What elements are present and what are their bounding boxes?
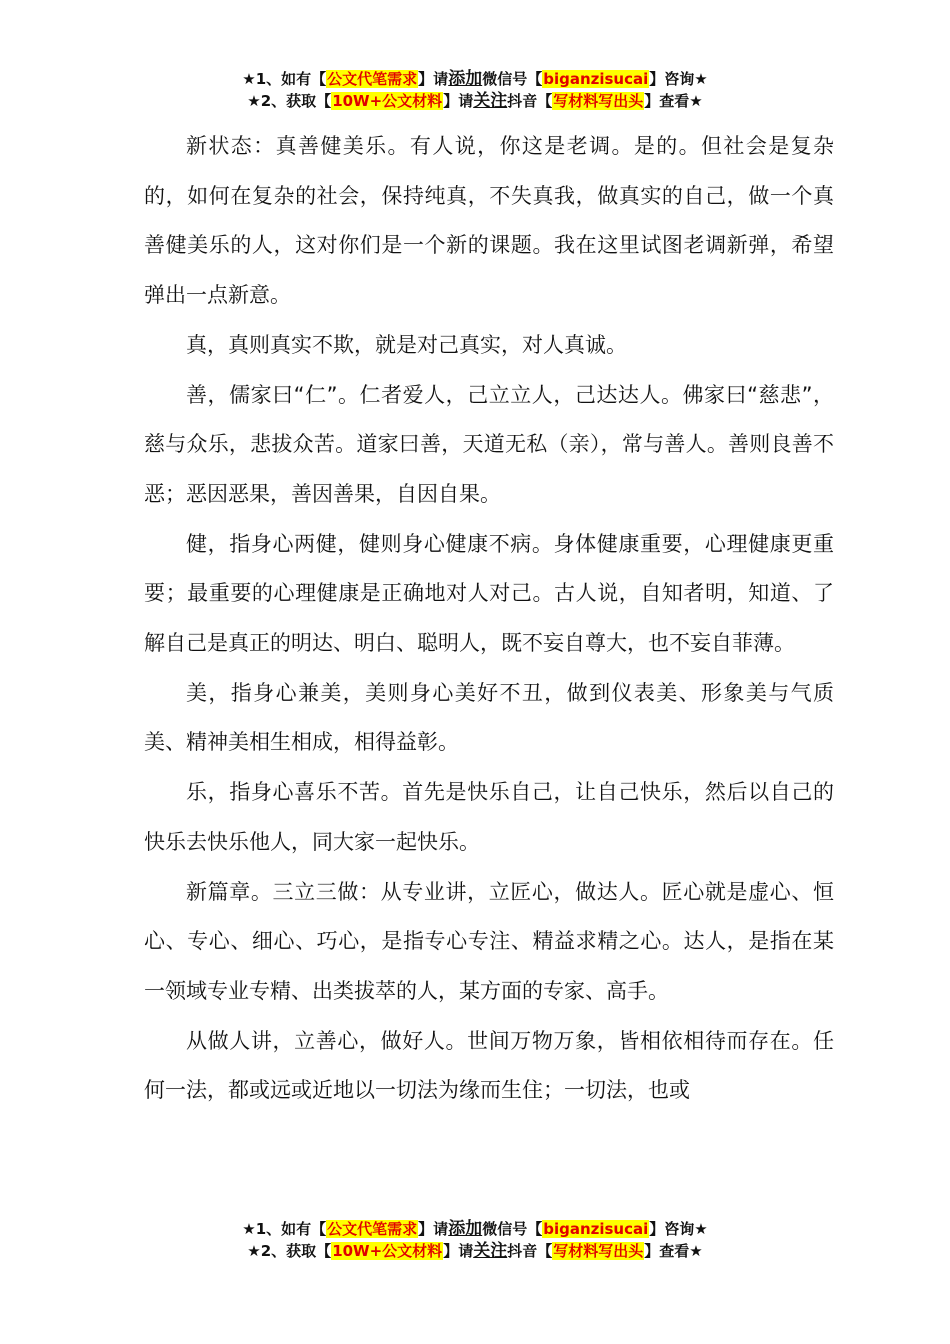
banner-text: ★2、获取【	[247, 1242, 332, 1260]
banner-text: 】请	[443, 1242, 474, 1260]
banner-underlined: 添加	[448, 1219, 483, 1239]
banner-highlight: 公文代笔需求	[327, 1220, 418, 1238]
banner-wechat-id: biganzisucai	[543, 70, 649, 88]
banner-line-1	[0, 68, 950, 90]
banner-douyin-id: 写材料写出头	[553, 92, 644, 110]
document-body	[144, 122, 834, 1116]
banner-text: ★2、获取【	[247, 92, 332, 110]
banner-text: 微信号【	[482, 70, 543, 88]
banner-text: 】查看★	[644, 92, 703, 110]
paragraph: 新状态：真善健美乐。有人说，你这是老调。是的。但社会是复杂的，如何在复杂的社会，保持纯真，不失真我，做真实的自己，做一个真善健美乐的人，这对你们是一个新的课题。我在这里试图老调新弹，希望弹出一点新意。	[144, 134, 834, 308]
paragraph: 乐，指身心喜乐不苦。首先是快乐自己，让自己快乐，然后以自己的快乐去快乐他人，同大家一起快乐。	[144, 780, 834, 854]
banner-text: 抖音【	[507, 1242, 553, 1260]
banner-text: 】咨询★	[649, 70, 708, 88]
banner-underlined: 添加	[448, 69, 483, 89]
paragraph: 新篇章。三立三做：从专业讲，立匠心，做达人。匠心就是虚心、恒心、专心、细心、巧心，是指专心专注、精益求精之心。达人，是指在某一领域专业专精、出类拔萃的人，某方面的专家、高手。	[144, 879, 834, 1003]
banner-highlight: 10W+公文材料	[332, 92, 443, 110]
banner-line-1	[0, 1218, 950, 1240]
paragraph: 从做人讲，立善心，做好人。世间万物万象，皆相依相待而存在。任何一法，都或远或近地以一切法为缘而生住；一切法，也或	[144, 1028, 834, 1103]
banner-text: 】请	[418, 1220, 449, 1238]
banner-highlight: 10W+公文材料	[332, 1242, 443, 1260]
banner-highlight: 公文代笔需求	[327, 70, 418, 88]
footer-banner	[0, 1218, 950, 1262]
banner-text: ★1、如有【	[242, 1220, 327, 1238]
banner-line-2	[0, 90, 950, 112]
banner-text: 】请	[418, 70, 449, 88]
banner-text: 微信号【	[482, 1220, 543, 1238]
header-banner	[0, 68, 950, 112]
banner-douyin-id: 写材料写出头	[553, 1242, 644, 1260]
banner-text: 】咨询★	[649, 1220, 708, 1238]
banner-text: 】查看★	[644, 1242, 703, 1260]
paragraph: 健，指身心两健，健则身心健康不病。身体健康重要，心理健康更重要；最重要的心理健康是正确地对人对己。古人说，自知者明，知道、了解自己是真正的明达、明白、聪明人，既不妄自尊大，也不妄自菲薄。	[144, 531, 834, 656]
banner-underlined: 关注	[473, 1241, 508, 1261]
banner-text: 】请	[443, 92, 474, 110]
paragraph: 美，指身心兼美，美则身心美好不丑，做到仪表美、形象美与气质美、精神美相生相成，相得益彰。	[144, 680, 834, 755]
banner-underlined: 关注	[473, 91, 508, 111]
banner-wechat-id: biganzisucai	[543, 1220, 649, 1238]
banner-text: ★1、如有【	[242, 70, 327, 88]
banner-text: 抖音【	[507, 92, 553, 110]
paragraph: 真，真则真实不欺，就是对己真实，对人真诚。	[186, 332, 627, 357]
banner-line-2	[0, 1240, 950, 1262]
paragraph: 善，儒家曰“仁”。仁者爱人，己立立人，己达达人。佛家曰“慈悲”，慈与众乐，悲拔众苦。道家曰善，天道无私（亲），常与善人。善则良善不恶；恶因恶果，善因善果，自因自果。	[144, 382, 834, 506]
